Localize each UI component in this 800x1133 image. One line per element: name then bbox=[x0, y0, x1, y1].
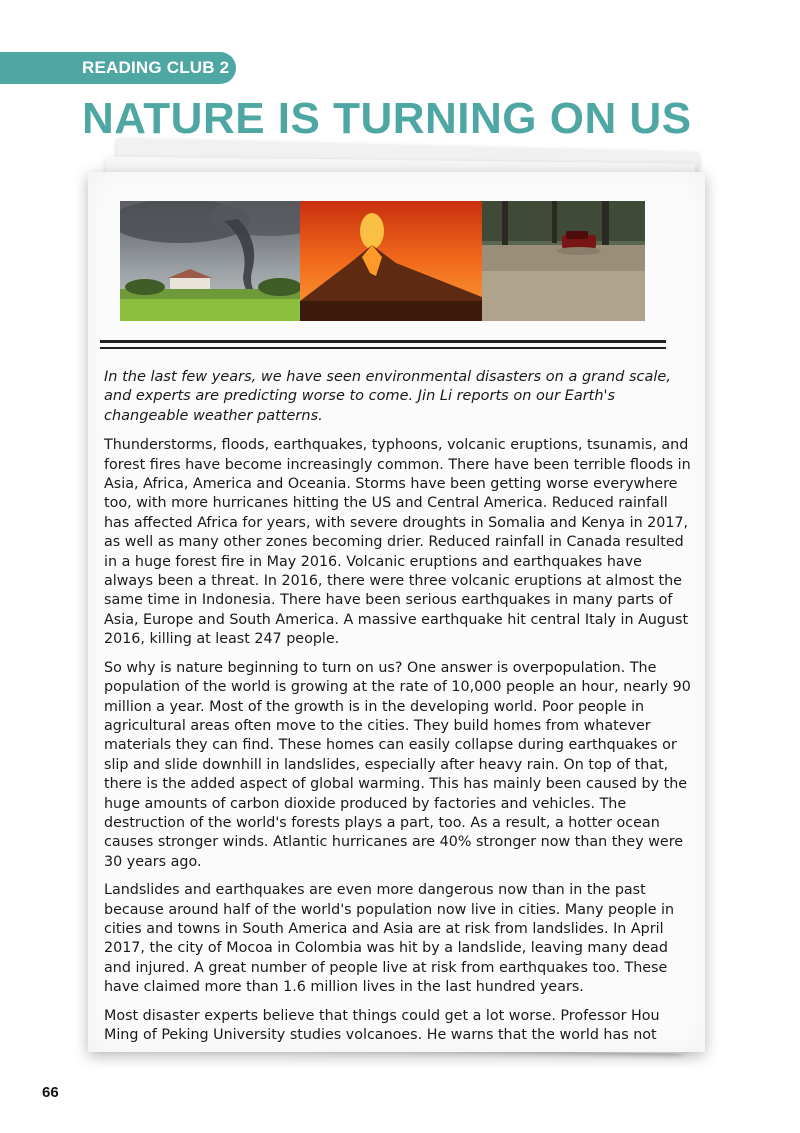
photo-strip bbox=[120, 201, 645, 321]
volcano-photo bbox=[300, 201, 482, 321]
article-body bbox=[104, 368, 692, 1054]
page-title: NATURE IS TURNING ON US bbox=[82, 94, 692, 143]
flood-photo bbox=[482, 201, 645, 321]
article-intro: In the last few years, we have seen environmental disasters on a grand scale, and experts are predicting worse to come. Jin Li reports on our Earth's changeable weather patterns. bbox=[104, 369, 671, 424]
divider-thick bbox=[100, 340, 666, 343]
article-paragraph-2: So why is nature beginning to turn on us? One answer is overpopulation. The population of the world is growing at the rate of 10,000 people an hour, nearly 90 million a year. Most of the growth is in the developing world. Poor people in agricultural areas often move to the cities. They build homes from whatever materials they can find. These homes can easily collapse during earthquakes or slip and slide downhill in landslides, especially after heavy rain. On top of that, there is the added aspect of global warming. This has mainly been caused by the huge amounts of carbon dioxide produced by factories and vehicles. The destruction of the world's forests plays a part, too. As a result, a hotter ocean causes stronger winds. Atlantic hurricanes are 40% stronger now than they were 30 years ago. bbox=[104, 659, 691, 870]
section-label-tab bbox=[0, 52, 236, 84]
section-label: READING CLUB 2 bbox=[82, 58, 230, 77]
divider-thin bbox=[100, 347, 666, 349]
tornado-photo bbox=[120, 201, 300, 321]
article-paragraph-4: Most disaster experts believe that things could get a lot worse. Professor Hou Ming of Peking University studies volcanoes. He warns that the world has not bbox=[104, 1007, 660, 1043]
page-number: 66 bbox=[42, 1084, 59, 1101]
article-paragraph-1: Thunderstorms, floods, earthquakes, typhoons, volcanic eruptions, tsunamis, and forest fires have become increasingly common. There have been terrible floods in Asia, Africa, America and Oceania. Storms have been getting worse everywhere too, with more hurricanes hitting the US and Central America. Reduced rainfall has affected Africa for years, with severe droughts in Somalia and Kenya in 2017, as well as many other zones becoming drier. Reduced rainfall in Canada resulted in a huge forest fire in May 2016. Volcanic eruptions and earthquakes have always been a threat. In 2016, there were three volcanic eruptions at almost the same time in Indonesia. There have been serious earthquakes in many parts of Asia, Europe and South America. A massive earthquake hit central Italy in August 2016, killing at least 247 people. bbox=[104, 437, 691, 648]
article-paragraph-3: Landslides and earthquakes are even more dangerous now than in the past because around half of the world's population now live in cities. Many people in cities and towns in South America and Asia are at risk from landslides. In April 2017, the city of Mocoa in Colombia was hit by a landslide, leaving many dead and injured. A great number of people live at risk from earthquakes too. These have claimed more than 1.6 million lives in the last hundred years. bbox=[104, 882, 675, 996]
